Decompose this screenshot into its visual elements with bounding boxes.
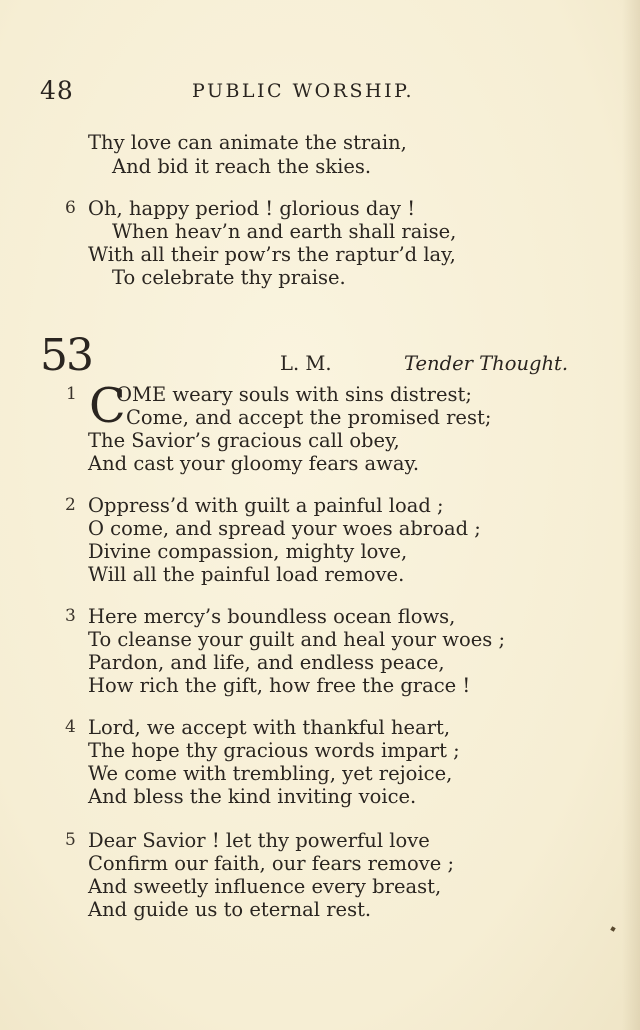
verse-line: Confirm our faith, our fears remove ;: [88, 852, 455, 875]
verse-line: OME weary souls with sins distrest;: [116, 383, 472, 406]
verse-line: Here mercy’s boundless ocean flows,: [88, 605, 456, 628]
running-head: PUBLIC WORSHIP.: [192, 80, 415, 102]
hymn-number: 53: [40, 330, 92, 381]
stanza-number: 4: [65, 717, 76, 737]
stanza-number: 2: [65, 495, 76, 515]
page-edge-shadow: [622, 0, 640, 1030]
stanza-number: 6: [65, 198, 76, 218]
verse-line: Come, and accept the promised rest;: [126, 406, 492, 429]
stanza-number: 5: [65, 830, 76, 850]
ink-speck: [610, 926, 615, 931]
stanza-number: 1: [66, 384, 77, 404]
verse-line: Oh, happy period ! glorious day !: [88, 197, 416, 220]
page-header: [0, 76, 640, 106]
verse-line: Pardon, and life, and endless peace,: [88, 651, 445, 674]
verse-line: With all their pow’rs the raptur’d lay,: [88, 243, 456, 266]
verse-line: Divine compassion, mighty love,: [88, 540, 408, 563]
verse-line: Dear Savior ! let thy powerful love: [88, 829, 430, 852]
verse-line: O come, and spread your woes abroad ;: [88, 517, 481, 540]
verse-line: Lord, we accept with thankful heart,: [88, 716, 451, 739]
drop-cap: C: [89, 378, 126, 434]
verse-line: And bless the kind inviting voice.: [88, 785, 417, 808]
verse-line: How rich the gift, how free the grace !: [88, 674, 471, 697]
verse-line: Thy love can animate the strain,: [88, 131, 407, 154]
hymn-meter: L. M.: [280, 352, 332, 375]
verse-line: The hope thy gracious words impart ;: [88, 739, 460, 762]
hymn-tune: Tender Thought.: [404, 352, 569, 375]
verse-line: And bid it reach the skies.: [112, 155, 372, 178]
page-number: 48: [40, 76, 74, 105]
verse-line: The Savior’s gracious call obey,: [88, 429, 400, 452]
verse-line: To cleanse your guilt and heal your woes ;: [88, 628, 506, 651]
verse-line: When heav’n and earth shall raise,: [112, 220, 457, 243]
verse-line: Will all the painful load remove.: [88, 563, 405, 586]
verse-line: To celebrate thy praise.: [112, 266, 346, 289]
verse-line: Oppress’d with guilt a painful load ;: [88, 494, 444, 517]
stanza-number: 3: [65, 606, 76, 626]
verse-line: We come with trembling, yet rejoice,: [88, 762, 453, 785]
verse-line: And sweetly influence every breast,: [88, 875, 442, 898]
verse-line: And cast your gloomy fears away.: [88, 452, 420, 475]
verse-line: And guide us to eternal rest.: [88, 898, 372, 921]
